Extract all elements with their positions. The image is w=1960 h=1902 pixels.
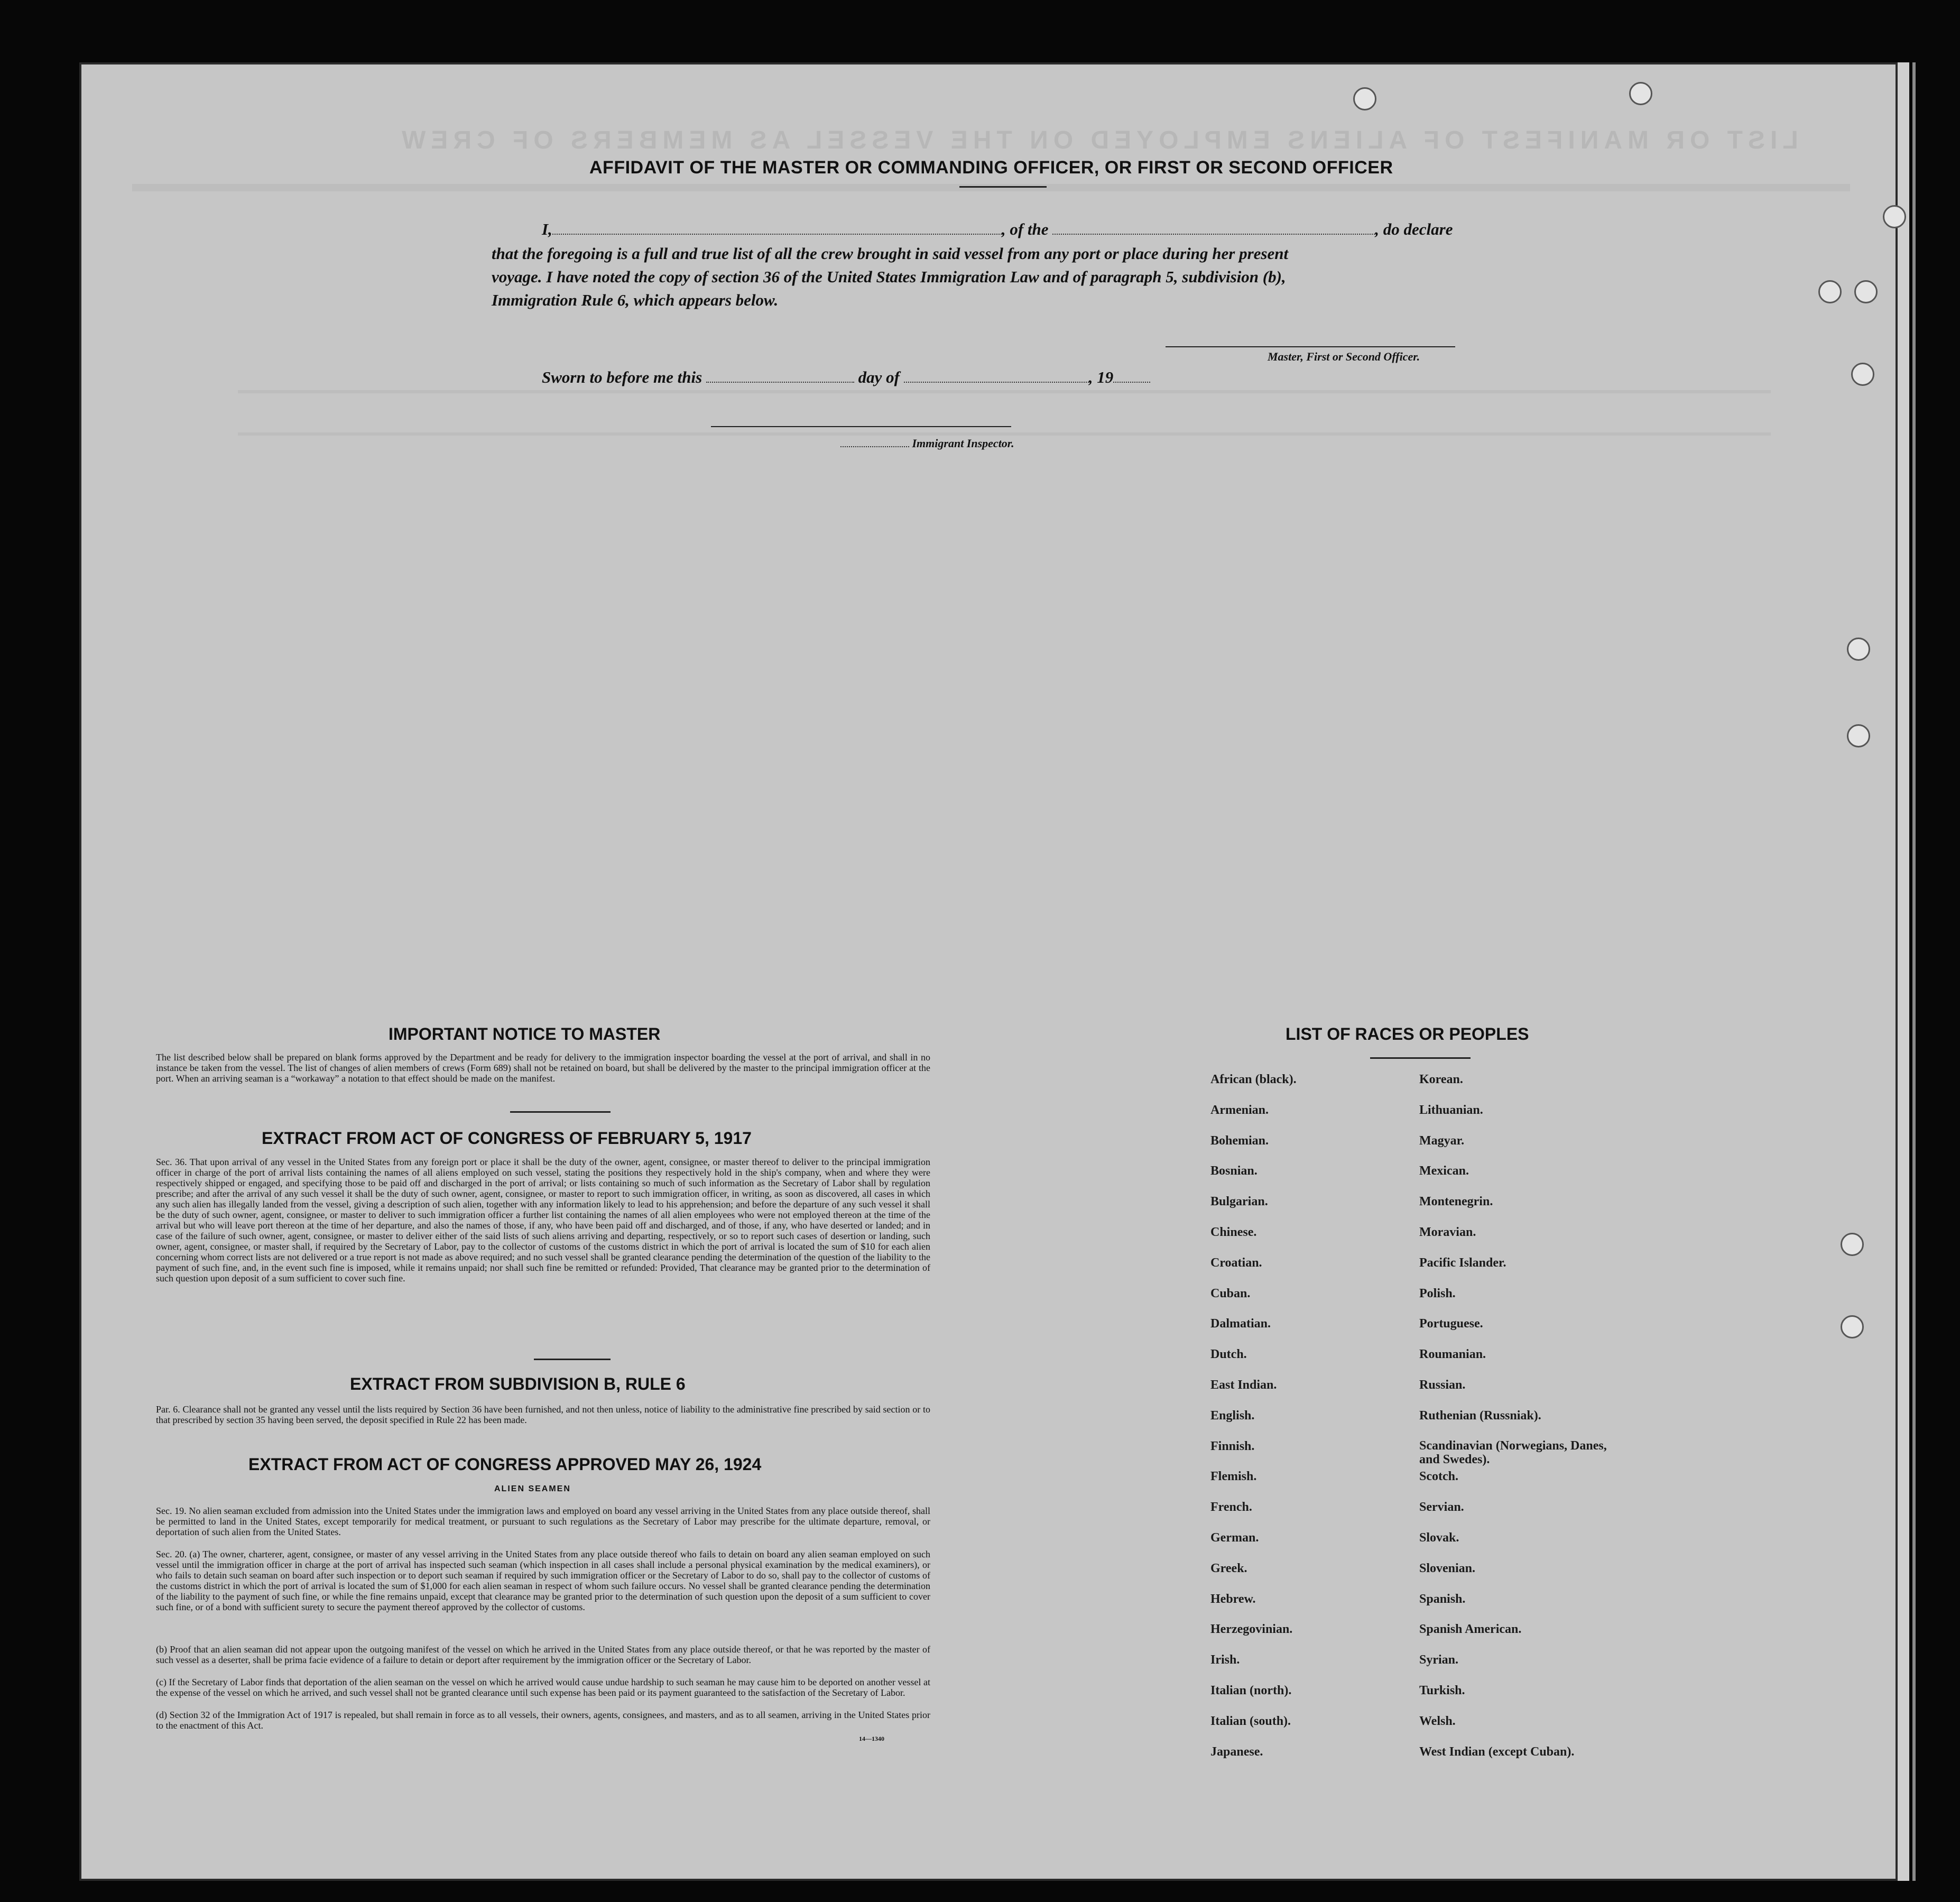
race-item: Scandinavian (Norwegians, Danes, and Swedes).	[1419, 1438, 1607, 1466]
race-item: Turkish.	[1419, 1683, 1465, 1697]
race-item: Portuguese.	[1419, 1317, 1483, 1331]
races-title: LIST OF RACES OR PEOPLES	[1286, 1024, 1529, 1044]
do-declare-label: , do declare	[1375, 220, 1453, 238]
race-item: West Indian (except Cuban).	[1419, 1744, 1575, 1759]
race-item: Spanish.	[1419, 1592, 1466, 1606]
race-item: Irish.	[1210, 1653, 1240, 1667]
section-rule	[534, 1359, 611, 1360]
race-item: Moravian.	[1419, 1225, 1476, 1239]
heading-rule	[959, 186, 1047, 188]
inspector-signature-line	[711, 426, 1011, 427]
right-strip	[1898, 62, 1909, 1881]
extract-1924-section-19: Sec. 19. No alien seaman excluded from admission into the United States under the immigration laws and employed on board any vessel arriving in the United States from any place outside thereof, shall be permitted to land in the United States, except temporarily for medical treatment, or pursuant to such regulations as the Secretary of Labor may prescribe for the ultimate departure, removal, or deportation of such alien from the United States.	[156, 1506, 930, 1537]
race-item: Montenegrin.	[1419, 1195, 1493, 1209]
bleed-through-line	[132, 184, 1850, 191]
bleed-through-line	[238, 432, 1771, 436]
sheet-edge	[1912, 62, 1916, 1881]
form-number: 14—1340	[859, 1735, 884, 1742]
races-rule	[1370, 1057, 1471, 1059]
race-item: Roumanian.	[1419, 1347, 1486, 1362]
race-item: Syrian.	[1419, 1653, 1459, 1667]
extract-1924-title: EXTRACT FROM ACT OF CONGRESS APPROVED MAY 26, 1924	[248, 1455, 762, 1474]
i-label: I,	[542, 220, 552, 238]
punch-hole	[1841, 1315, 1864, 1338]
race-item: Bulgarian.	[1210, 1195, 1268, 1209]
day-of-label: day of	[858, 368, 900, 386]
extract-rule6-title: EXTRACT FROM SUBDIVISION B, RULE 6	[350, 1374, 686, 1393]
race-item: German.	[1210, 1530, 1259, 1545]
sworn-label: Sworn to before me this	[542, 368, 702, 386]
race-item: Lithuanian.	[1419, 1103, 1483, 1117]
race-item: Slovak.	[1419, 1530, 1459, 1545]
race-item: Hebrew.	[1210, 1592, 1256, 1606]
race-item: Croatian.	[1210, 1255, 1262, 1270]
alien-seamen-subtitle: ALIEN SEAMEN	[494, 1484, 571, 1493]
race-item: Korean.	[1419, 1073, 1463, 1086]
extract-1924-section-20d: (d) Section 32 of the Immigration Act of 1917 is repealed, but shall remain in force as to all vessels, their owners, agents, consignees, and masters, and as to all seamen, arriving in the United States prior to the enactment of this Act.	[156, 1710, 930, 1731]
extract-rule6-body: Par. 6. Clearance shall not be granted any vessel until the lists required by Section 36 have been furnished, and not then unless, notice of liability to the administrative fine prescribed by said section or to that prescribed by section 35 having been served, the deposit specified in Rule 22 has been made.	[156, 1404, 930, 1425]
race-item: Scotch.	[1419, 1470, 1458, 1484]
race-item: Pacific Islander.	[1419, 1255, 1506, 1270]
race-item: English.	[1210, 1408, 1255, 1423]
races-right-column	[1419, 1072, 1610, 1775]
race-item: French.	[1210, 1500, 1252, 1515]
year-label: , 19	[1088, 368, 1114, 386]
race-item: Finnish.	[1210, 1439, 1255, 1453]
race-item: Italian (south).	[1210, 1714, 1291, 1728]
extract-1924-section-20b: (b) Proof that an alien seaman did not appear upon the outgoing manifest of the vessel on which he arrived in the United States from any place outside thereof, or that he was reported by the master of such vessel as a deserter, shall be prima facie evidence of a failure to detain or deport after requirement by the immigration officer or the Secretary of Labor.	[156, 1644, 930, 1665]
races-left-column	[1210, 1072, 1297, 1775]
race-item: Ruthenian (Russniak).	[1419, 1408, 1541, 1423]
race-item: Magyar.	[1419, 1133, 1465, 1148]
master-signature-label: Master, First or Second Officer.	[1268, 350, 1420, 363]
bleed-through-line	[238, 390, 1771, 393]
race-item: Herzegovinian.	[1210, 1622, 1293, 1637]
race-item: Dutch.	[1210, 1347, 1247, 1362]
race-item: Armenian.	[1210, 1103, 1269, 1117]
inspector-blank	[840, 439, 909, 447]
race-item: Servian.	[1419, 1500, 1464, 1515]
vessel-blank	[1052, 222, 1375, 235]
punch-hole	[1847, 638, 1870, 661]
notice-body: The list described below shall be prepared on blank forms approved by the Department and be ready for delivery to the immigration inspector boarding the vessel at the port of arrival, and shall in no instance be taken from the vessel. The list of changes of alien members of crews (Form 689) shall not be retained on board, but shall be delivered by the master to the principal immigration officer at the port. When an arriving seaman is a “workaway” a notation to that effect should be made on the manifest.	[156, 1052, 930, 1084]
punch-hole	[1629, 82, 1652, 105]
race-item: Dalmatian.	[1210, 1317, 1271, 1331]
affidavit-line-2: that the foregoing is a full and true list of all the crew brought in said vessel from any port or place during her present	[492, 244, 1289, 263]
race-item: Polish.	[1419, 1286, 1456, 1300]
affidavit-line-4: Immigration Rule 6, which appears below.	[492, 291, 779, 309]
race-item: Japanese.	[1210, 1744, 1263, 1759]
race-item: Russian.	[1419, 1378, 1466, 1392]
bleed-through-heading: LIST OR MANIFEST OF ALIENS EMPLOYED ON THE VESSEL AS MEMBERS OF CREW	[396, 126, 1798, 154]
punch-hole	[1847, 724, 1870, 747]
punch-hole	[1818, 280, 1842, 303]
sworn-line	[542, 366, 1150, 389]
race-item: Flemish.	[1210, 1470, 1257, 1484]
notice-title: IMPORTANT NOTICE TO MASTER	[389, 1024, 661, 1044]
race-item: East Indian.	[1210, 1378, 1277, 1392]
month-blank	[904, 370, 1089, 383]
race-item: Mexican.	[1419, 1164, 1469, 1178]
race-item: Greek.	[1210, 1561, 1247, 1575]
race-item: Welsh.	[1419, 1714, 1456, 1728]
punch-hole	[1854, 280, 1878, 303]
affidavit-heading: AFFIDAVIT OF THE MASTER OR COMMANDING OFFICER, OR FIRST OR SECOND OFFICER	[589, 158, 1393, 178]
master-signature-line	[1166, 346, 1455, 347]
race-item: Bohemian.	[1210, 1133, 1269, 1148]
affidavit-line-3: voyage. I have noted the copy of section 36 of the United States Immigration Law and of paragraph 5, subdivision (b),	[492, 267, 1286, 286]
day-blank	[706, 370, 854, 383]
extract-1917-body: Sec. 36. That upon arrival of any vessel in the United States from any foreign port or place it shall be the duty of the owner, agent, consignee, or master thereof to deliver to the principal immigration officer in charge of the port of arrival lists containing the names of all aliens employed on such vessel, stating the positions they respectively hold in the ship's company, when and where they were respectively shipped or engaged, and specifying those to be paid off and discharged in the port of arrival; or lists containing so much of such information as the Secretary of Labor shall by regulation prescribe; and after the arrival of any such vessel it shall be the duty of such owner, agent, consignee, or master to report to such immigration officer, in writing, as soon as discovered, all cases in which any such alien has illegally landed from the vessel, giving a description of such alien, together with any information likely to lead to his apprehension; and before the departure of any such vessel it shall be the duty of such owner, agent, consignee, or master to deliver to such immigration officer a further list containing the names of all alien employees who were not employed thereon at the time of the arrival but who will leave port thereon at the time of her departure, and also the names of those, if any, who have been paid off and discharged, and of those, if any, who have deserted or landed; and in case of the failure of such owner, agent, consignee, or master to deliver either of the said lists of such aliens arriving and departing, respectively, or so to report such cases of desertion or landing, such owner, agent, consignee, or master shall, if required by the Secretary of Labor, pay to the collector of customs of the customs district in which the port of arrival is located the sum of $10 for each alien concerning whom correct lists are not delivered or a true report is not made as above required; and no such vessel shall be granted clearance pending the determination of the question of the liability to the payment of such fine, and, in the event such fine is imposed, while it remains unpaid; nor shall such fine be remitted or refunded: Provided, That clearance may be granted prior to the determination of such question upon deposit of a sum sufficient to cover such fine.	[156, 1157, 931, 1284]
race-item: Cuban.	[1210, 1286, 1251, 1300]
race-item: Slovenian.	[1419, 1561, 1476, 1575]
race-item: Spanish American.	[1419, 1622, 1522, 1637]
race-item: African (black).	[1210, 1073, 1297, 1086]
section-rule	[510, 1111, 611, 1113]
race-item: Italian (north).	[1210, 1683, 1292, 1697]
affidavit-line-1	[542, 218, 1453, 241]
extract-1924-section-20a: Sec. 20. (a) The owner, charterer, agent, consignee, or master of any vessel arriving in the United States from any place outside thereof who fails to detain on board any alien seaman employed on such vessel until the immigration officer in charge at the port of arrival has inspected such seaman (which inspection in all cases shall include a personal physical examination by the medical examiners), or who fails to detain such seaman on board after such inspection or to deport such seaman if required by such immigration officer or the Secretary of Labor to do so, shall pay to the collector of customs of the customs district in which the port of arrival is located the sum of $1,000 for each alien seaman in respect of whom such failure occurs. No vessel shall be granted clearance pending the determination of the liability to the payment of such fine, or while the fine remains unpaid, except that clearance may be granted prior to the determination of such question upon the deposit of a sum sufficient to cover such fine, or of a bond with sufficient surety to secure the payment thereof approved by the collector of customs.	[156, 1549, 930, 1612]
extract-1917-title: EXTRACT FROM ACT OF CONGRESS OF FEBRUARY 5, 1917	[262, 1129, 752, 1148]
race-item: Bosnian.	[1210, 1164, 1258, 1178]
punch-hole	[1851, 363, 1874, 386]
punch-hole	[1353, 87, 1376, 110]
inspector-label: Immigrant Inspector.	[912, 437, 1014, 450]
inspector-label-line	[840, 437, 1014, 450]
year-blank	[1113, 370, 1150, 383]
of-the-label: , of the	[1001, 220, 1049, 238]
punch-hole	[1883, 205, 1906, 228]
punch-hole	[1841, 1233, 1864, 1256]
race-item: Chinese.	[1210, 1225, 1257, 1239]
extract-1924-section-20c: (c) If the Secretary of Labor finds that deportation of the alien seaman on the vessel on which he arrived would cause undue hardship to such seaman he may cause him to be deported on another vessel at the expense of the vessel on which he arrived, and such vessel shall not be granted clearance until such expense has been paid or its payment guaranteed to the satisfaction of the Secretary of Labor.	[156, 1677, 930, 1698]
name-blank	[552, 222, 1002, 235]
